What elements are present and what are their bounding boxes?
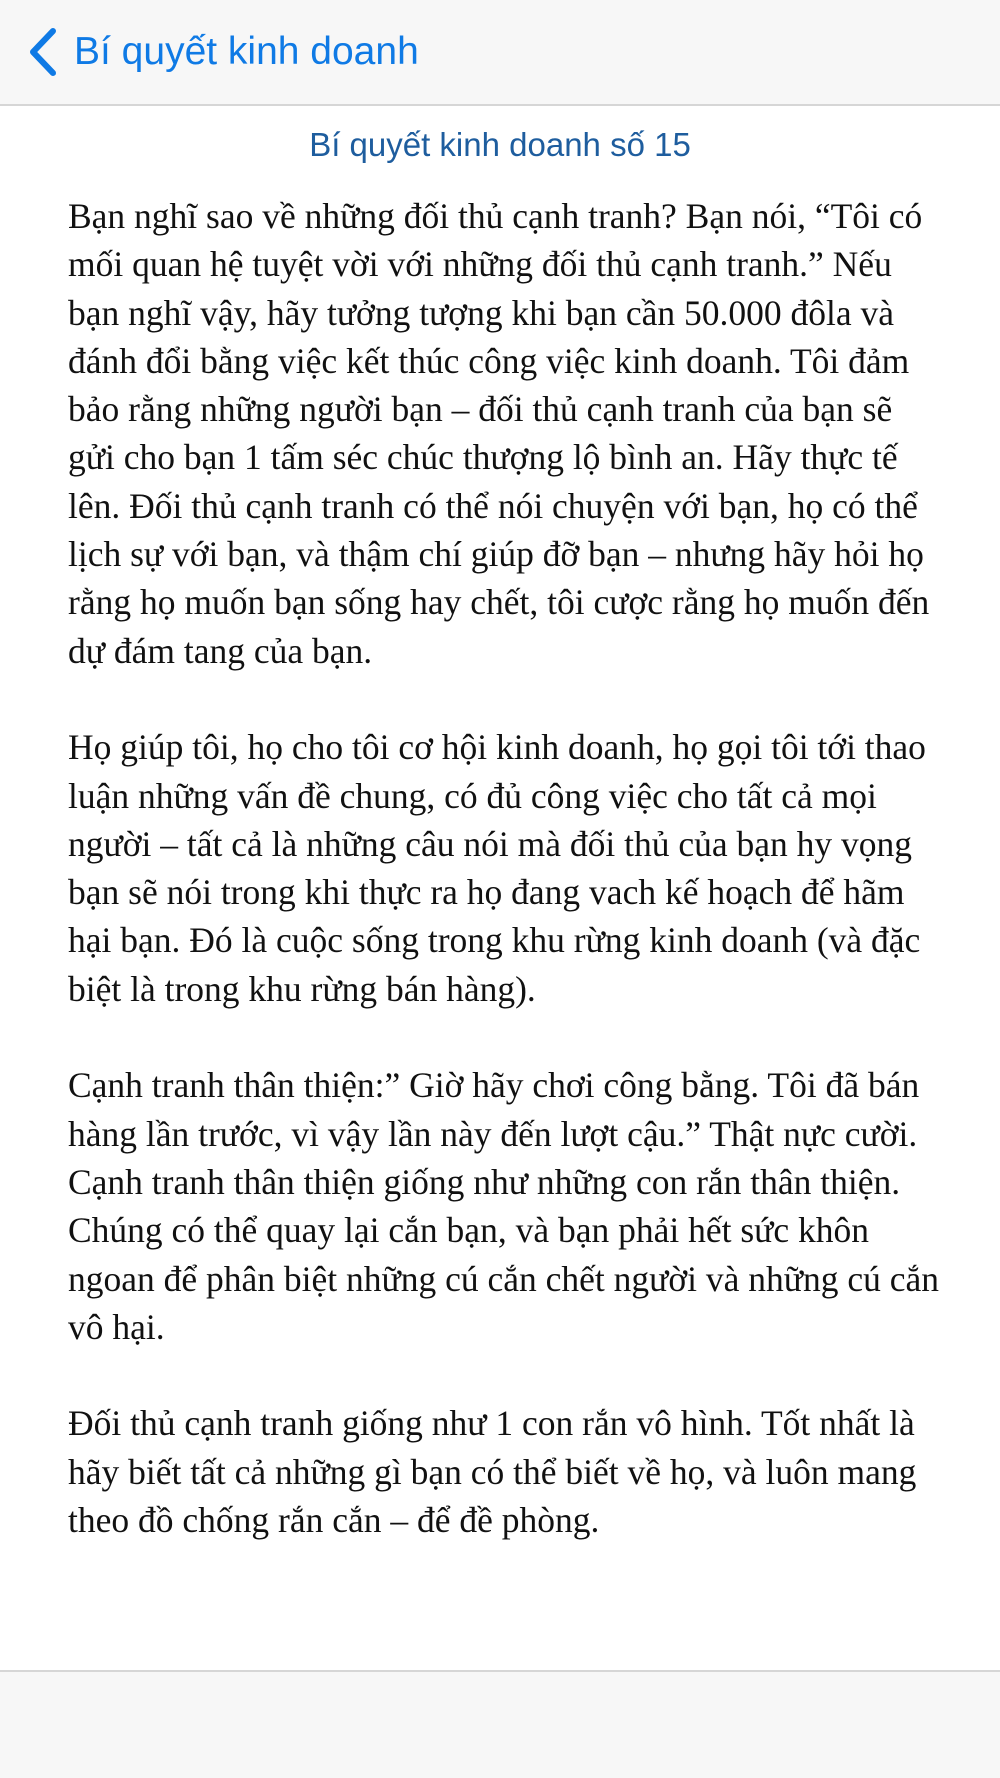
article-paragraph: Họ giúp tôi, họ cho tôi cơ hội kinh doanh, họ gọi tôi tới thao luận những vấn đề chung, có đủ công việc cho tất cả mọi người – tất cả là những câu nói mà đối thủ của bạn hy vọng bạn sẽ nói trong khi thực ra họ đang vach kế hoạch để hãm hại bạn. Đó là cuộc sống trong khu rừng kinh doanh (và đặc biệt là trong khu rừng bán hàng). <box>68 727 926 1009</box>
navigation-bar <box>0 0 1000 106</box>
back-button-label: Bí quyết kinh doanh <box>74 30 419 73</box>
bottom-toolbar <box>0 1670 1000 1778</box>
article-body <box>68 192 940 1619</box>
article-paragraph: Cạnh tranh thân thiện:” Giờ hãy chơi công bằng. Tôi đã bán hàng lần trước, vì vậy lần này đến lượt cậu.” Thật nực cười. Cạnh tranh thân thiện giống như những con rắn thân thiện. Chúng có thể quay lại cắn bạn, và bạn phải hết sức khôn ngoan để phân biệt những cú cắn chết người và những cú cắn vô hại. <box>68 1065 940 1347</box>
article-paragraph: Đối thủ cạnh tranh giống như 1 con rắn vô hình. Tốt nhất là hãy biết tất cả những gì bạn có thể biết về họ, và luôn mang theo đồ chống rắn cắn – để đề phòng. <box>68 1403 917 1541</box>
back-button[interactable] <box>26 22 419 82</box>
article-title: Bí quyết kinh doanh số 15 <box>309 126 691 163</box>
article-paragraph: Bạn nghĩ sao về những đối thủ cạnh tranh? Bạn nói, “Tôi có mối quan hệ tuyệt vời với những đối thủ cạnh tranh.” Nếu bạn nghĩ vậy, hãy tưởng tượng khi bạn cần 50.000 đôla và đánh đổi bằng việc kết thúc công việc kinh doanh. Tôi đảm bảo rằng những người bạn – đối thủ cạnh tranh của bạn sẽ gửi cho bạn 1 tấm séc chúc thượng lộ bình an. Hãy thực tế lên. Đối thủ cạnh tranh có thể nói chuyện với bạn, họ có thể lịch sự với bạn, và thậm chí giúp đỡ bạn – nhưng hãy hỏi họ rằng họ muốn bạn sống hay chết, tôi cược rằng họ muốn đến dự đám tang của bạn. <box>68 196 930 671</box>
chevron-left-icon <box>26 26 60 78</box>
article-scroll-view[interactable] <box>0 106 1000 1619</box>
